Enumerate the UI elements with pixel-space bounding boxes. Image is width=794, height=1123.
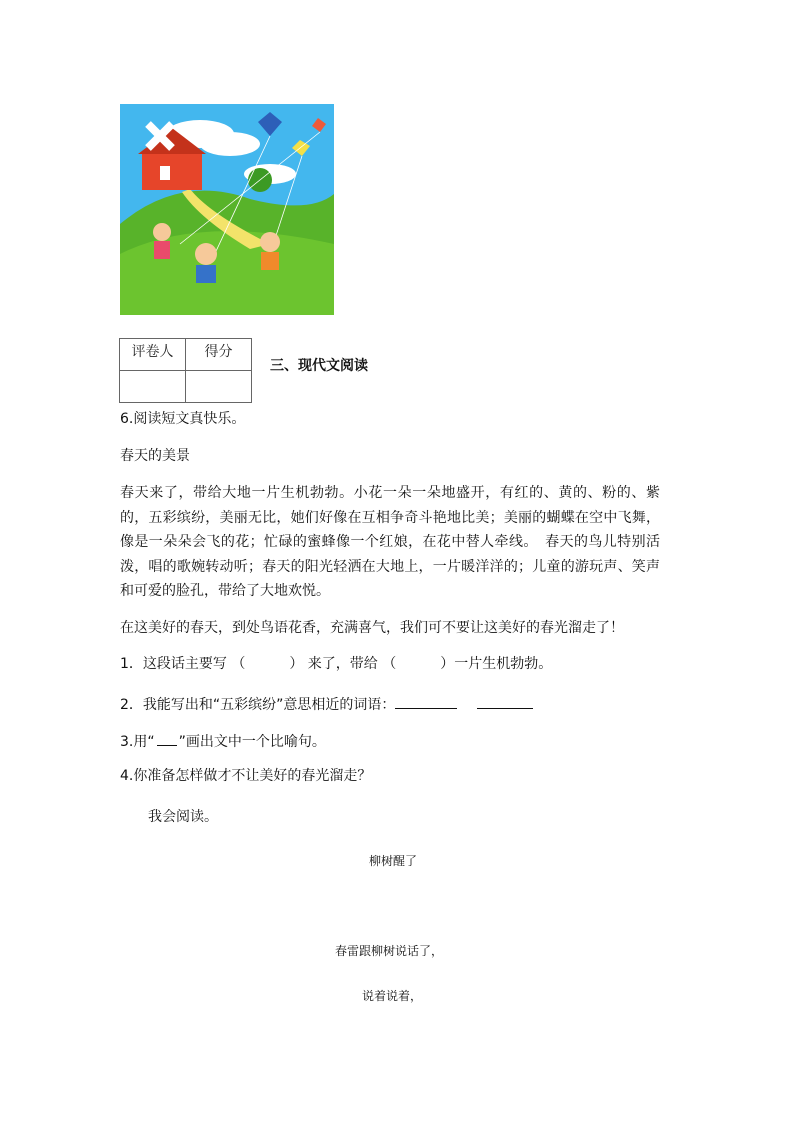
question-2-blank-1[interactable] bbox=[395, 694, 457, 709]
kid-girl bbox=[153, 223, 171, 259]
question-4: 4.你准备怎样做才不让美好的春光溜走？ bbox=[120, 768, 372, 784]
question-1-part-b: ） 来了，带给 （ bbox=[289, 656, 397, 672]
question-3-part-a: 3.用“ bbox=[120, 734, 155, 750]
question-2 bbox=[120, 694, 533, 714]
score-table bbox=[119, 338, 252, 403]
poem-line-1: 春雷跟柳树说话了， bbox=[335, 944, 444, 958]
score-header bbox=[186, 339, 252, 371]
section-title: 三、现代文阅读 bbox=[270, 358, 368, 374]
score-cell[interactable] bbox=[186, 371, 252, 403]
near-hill bbox=[120, 231, 334, 315]
question-6-intro: 6.阅读短文真快乐。 bbox=[120, 411, 246, 427]
reviewer-header bbox=[120, 339, 186, 371]
question-2-text: 2．我能写出和“五彩缤纷”意思相近的词语： bbox=[120, 697, 396, 713]
poem-line-2: 说着说着， bbox=[362, 989, 423, 1003]
question-2-blank-2[interactable] bbox=[477, 694, 533, 709]
question-3-underline bbox=[157, 731, 177, 746]
question-3-part-b: ”画出文中一个比喻句。 bbox=[178, 734, 326, 750]
reviewer-label: 评卷人 bbox=[131, 344, 174, 360]
poem-title: 柳树醒了 bbox=[369, 854, 418, 868]
question-3 bbox=[120, 731, 326, 751]
passage-paragraph-1: 春天来了，带给大地一片生机勃勃。小花一朵一朵地盛开，有红的、黄的、粉的、紫的，五彩缤纷，美丽无比，她们好像在互相争奇斗艳地比美；美丽的蝴蝶在空中飞舞，像是一朵朵会飞的花；忙碌的蜜蜂像一个红娘，在花中替人牵线。 春天的鸟儿特别活泼，唱的歌婉转动听；春天的阳光轻洒在大地上，一片暖洋洋的；儿童的游玩声、笑声和可爱的脸孔，带给了大地欢悦。 bbox=[120, 485, 660, 599]
score-label: 得分 bbox=[204, 344, 233, 360]
kite-illustration bbox=[120, 104, 334, 315]
passage-title: 春天的美景 bbox=[120, 448, 190, 464]
kite-illustration-svg bbox=[120, 104, 334, 315]
passage-paragraph-2: 在这美好的春天，到处鸟语花香，充满喜气，我们可不要让这美好的春光溜走了！ bbox=[120, 620, 624, 636]
question-1 bbox=[120, 655, 552, 673]
question-1-part-a: 1．这段话主要写 （ bbox=[120, 656, 246, 672]
reviewer-cell[interactable] bbox=[120, 371, 186, 403]
question-1-part-c: ）一片生机勃勃。 bbox=[440, 656, 553, 672]
reading-intro: 我会阅读。 bbox=[148, 809, 218, 825]
